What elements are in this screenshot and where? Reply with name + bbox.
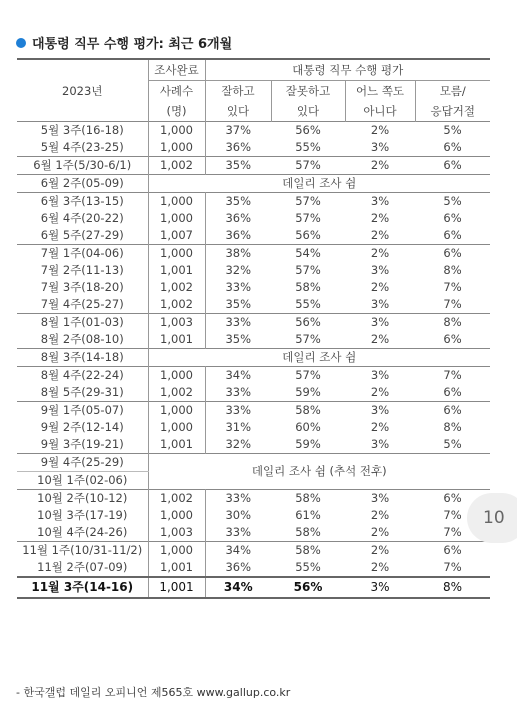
table-row: [17, 436, 490, 454]
dk-cell: 5%: [415, 193, 490, 211]
table-row: [17, 262, 490, 279]
bad-cell: 61%: [295, 508, 321, 522]
table-row: [17, 559, 490, 577]
period-cell: 6월 5주(27-29): [17, 227, 148, 245]
bad-header-2: 있다: [271, 101, 345, 122]
neither-cell: 3%: [345, 490, 415, 508]
period-cell: 7월 2주(11-13): [17, 262, 148, 279]
neither-cell: 2%: [370, 560, 390, 574]
period-cell: 10월 3주(17-19): [17, 507, 148, 524]
table-row: [17, 279, 490, 296]
table-row-latest: [17, 577, 490, 598]
neither-cell: 2%: [370, 525, 390, 539]
dk-cell: 8%: [415, 314, 490, 332]
neither-cell: 2%: [345, 245, 415, 263]
sample-cell: 1,002: [148, 279, 205, 296]
sample-cell: 1,000: [148, 419, 205, 436]
year-header: 2023년: [17, 59, 148, 122]
sample-cell: 1,003: [148, 524, 205, 542]
neither-cell: 3%: [345, 402, 415, 420]
dk-cell: 6%: [443, 332, 462, 346]
section-title: [16, 33, 232, 52]
period-cell: 8월 5주(29-31): [17, 384, 148, 402]
table-row: [17, 524, 490, 542]
sample-cell: 1,000: [148, 367, 205, 385]
good-header-2: 있다: [205, 101, 271, 122]
dk-header-2: 응답거절: [430, 104, 475, 118]
table-row: [17, 175, 490, 193]
neither-cell: 2%: [370, 332, 390, 346]
good-cell: 38%: [205, 245, 271, 263]
table-row: [17, 419, 490, 436]
dk-header-1: 모름/: [439, 84, 466, 98]
dk-cell: 8%: [443, 420, 462, 434]
dk-cell: 6%: [443, 140, 462, 154]
bad-cell: 56%: [295, 228, 321, 242]
bullet-dot-icon: [16, 38, 26, 48]
table-row: [17, 193, 490, 211]
bad-cell: 57%: [295, 211, 321, 225]
good-cell: 35%: [205, 157, 271, 175]
table-row: [17, 314, 490, 332]
neither-cell: 3%: [345, 314, 415, 332]
sample-cell: 1,000: [148, 193, 205, 211]
sample-cell: 1,002: [148, 296, 205, 314]
bad-cell: 57%: [295, 263, 321, 277]
good-cell: 35%: [205, 193, 271, 211]
bad-cell: 57%: [271, 157, 345, 175]
sample-header-top: 조사완료: [148, 59, 205, 81]
table-row: [17, 454, 490, 472]
table-row: [17, 296, 490, 314]
period-cell: 7월 4주(25-27): [17, 296, 148, 314]
sample-cell: 1,000: [148, 402, 205, 420]
bad-cell: 56%: [271, 577, 345, 598]
period-cell: 10월 1주(02-06): [17, 472, 148, 490]
sample-cell: 1,002: [148, 384, 205, 402]
good-cell: 36%: [225, 560, 252, 574]
period-cell: 8월 3주(14-18): [17, 349, 148, 367]
table-row: [17, 331, 490, 349]
neither-cell: 3%: [370, 140, 390, 154]
sample-header-bot: (명): [148, 101, 205, 122]
period-cell: 10월 4주(24-26): [17, 524, 148, 542]
table-row: [17, 384, 490, 402]
period-cell: 6월 4주(20-22): [17, 210, 148, 227]
good-cell: 33%: [205, 490, 271, 508]
good-cell: 32%: [225, 263, 252, 277]
sample-header-mid: 사례수: [148, 81, 205, 102]
bad-cell: 55%: [295, 140, 321, 154]
sample-cell: 1,007: [148, 227, 205, 245]
no-survey-note: 데일리 조사 쉼: [148, 175, 490, 193]
good-cell: 33%: [225, 525, 252, 539]
table-row: [17, 490, 490, 508]
page-number-button[interactable]: 10: [467, 493, 517, 543]
sample-cell: 1,000: [148, 542, 205, 560]
good-cell: 31%: [225, 420, 252, 434]
bad-cell: 56%: [271, 122, 345, 140]
bad-cell: 57%: [271, 193, 345, 211]
sample-cell: 1,002: [148, 157, 205, 175]
dk-cell: 5%: [443, 437, 462, 451]
dk-cell: 7%: [443, 297, 462, 311]
sample-cell: 1,000: [148, 139, 205, 157]
good-cell: 36%: [225, 211, 252, 225]
good-cell: 34%: [205, 367, 271, 385]
period-cell: 6월 1주(5/30-6/1): [17, 157, 148, 175]
good-cell: 33%: [205, 314, 271, 332]
dk-cell: 6%: [443, 385, 462, 399]
table-row: [17, 542, 490, 560]
table-row: [17, 402, 490, 420]
dk-cell: 7%: [443, 560, 462, 574]
period-cell: 8월 4주(22-24): [17, 367, 148, 385]
dk-cell: 5%: [415, 122, 490, 140]
bad-header-1: 잘못하고: [271, 81, 345, 102]
table-row: [17, 157, 490, 175]
source-footnote: - 한국갤럽 데일리 오피니언 제565호 www.gallup.co.kr: [16, 686, 291, 699]
sample-cell: 1,001: [148, 436, 205, 454]
table-row: [17, 367, 490, 385]
dk-cell: 6%: [415, 490, 490, 508]
dk-cell: 7%: [443, 508, 462, 522]
dk-cell: 6%: [443, 228, 462, 242]
good-cell: 37%: [205, 122, 271, 140]
good-cell: 33%: [225, 280, 252, 294]
period-cell: 11월 2주(07-09): [17, 559, 148, 577]
neither-cell: 2%: [370, 385, 390, 399]
dk-cell: 6%: [415, 157, 490, 175]
dk-cell: 6%: [415, 402, 490, 420]
period-cell: 9월 4주(25-29): [17, 454, 148, 472]
bad-cell: 55%: [295, 297, 321, 311]
good-cell: 33%: [225, 385, 252, 399]
good-cell: 32%: [225, 437, 252, 451]
dk-cell: 7%: [415, 367, 490, 385]
good-cell: 34%: [205, 577, 271, 598]
sample-cell: 1,000: [148, 210, 205, 227]
neither-cell: 3%: [345, 577, 415, 598]
bad-cell: 58%: [295, 525, 321, 539]
neither-cell: 3%: [370, 437, 390, 451]
approval-table: [17, 58, 490, 599]
period-cell: 11월 3주(14-16): [17, 577, 148, 598]
bad-cell: 58%: [271, 402, 345, 420]
neither-cell: 2%: [345, 542, 415, 560]
table-row: [17, 245, 490, 263]
dk-cell: 7%: [443, 280, 462, 294]
bad-cell: 57%: [271, 367, 345, 385]
dk-cell: 7%: [443, 525, 462, 539]
bad-cell: 58%: [295, 280, 321, 294]
neither-cell: 2%: [370, 280, 390, 294]
sample-cell: 1,001: [148, 559, 205, 577]
sample-cell: 1,002: [148, 490, 205, 508]
table-row: [17, 507, 490, 524]
table-row: [17, 349, 490, 367]
period-cell: 9월 2주(12-14): [17, 419, 148, 436]
good-cell: 33%: [205, 402, 271, 420]
bad-cell: 58%: [271, 490, 345, 508]
neither-cell: 2%: [370, 211, 390, 225]
bad-cell: 59%: [295, 385, 321, 399]
dk-cell: 8%: [415, 577, 490, 598]
period-cell: 11월 1주(10/31-11/2): [17, 542, 148, 560]
bad-cell: 58%: [271, 542, 345, 560]
table-row: [17, 210, 490, 227]
good-cell: 36%: [225, 228, 252, 242]
no-survey-note: 데일리 조사 쉼 (추석 전후): [148, 454, 490, 490]
table-row: [17, 139, 490, 157]
period-cell: 10월 2주(10-12): [17, 490, 148, 508]
table-row: [17, 122, 490, 140]
period-cell: 9월 1주(05-07): [17, 402, 148, 420]
dk-cell: 6%: [443, 211, 462, 225]
bad-cell: 59%: [295, 437, 321, 451]
sample-cell: 1,001: [148, 262, 205, 279]
dk-cell: 6%: [415, 245, 490, 263]
approval-group-header: 대통령 직무 수행 평가: [205, 59, 490, 81]
section-title-text: 대통령 직무 수행 평가: 최근 6개월: [32, 37, 233, 52]
good-cell: 35%: [225, 332, 252, 346]
period-cell: 7월 3주(18-20): [17, 279, 148, 296]
no-survey-note: 데일리 조사 쉼: [148, 349, 490, 367]
neither-cell: 3%: [370, 297, 390, 311]
sample-cell: 1,000: [148, 122, 205, 140]
period-cell: 8월 2주(08-10): [17, 331, 148, 349]
sample-cell: 1,000: [148, 245, 205, 263]
good-cell: 36%: [225, 140, 252, 154]
neither-header-1: 어느 쪽도: [345, 81, 415, 102]
dk-cell: 6%: [415, 542, 490, 560]
period-cell: 6월 2주(05-09): [17, 175, 148, 193]
period-cell: 9월 3주(19-21): [17, 436, 148, 454]
neither-cell: 3%: [345, 367, 415, 385]
dk-cell: 8%: [443, 263, 462, 277]
table-row: [17, 227, 490, 245]
sample-cell: 1,003: [148, 314, 205, 332]
neither-cell: 2%: [370, 420, 390, 434]
good-cell: 30%: [225, 508, 252, 522]
good-cell: 34%: [205, 542, 271, 560]
bad-cell: 60%: [295, 420, 321, 434]
sample-cell: 1,001: [148, 331, 205, 349]
neither-cell: 2%: [345, 157, 415, 175]
neither-cell: 3%: [345, 193, 415, 211]
period-cell: 5월 3주(16-18): [17, 122, 148, 140]
period-cell: 5월 4주(23-25): [17, 139, 148, 157]
good-header-1: 잘하고: [205, 81, 271, 102]
neither-cell: 3%: [370, 263, 390, 277]
neither-header-2: 아니다: [345, 101, 415, 122]
bad-cell: 56%: [271, 314, 345, 332]
good-cell: 35%: [225, 297, 252, 311]
period-cell: 6월 3주(13-15): [17, 193, 148, 211]
neither-cell: 2%: [370, 228, 390, 242]
period-cell: 7월 1주(04-06): [17, 245, 148, 263]
sample-cell: 1,000: [148, 507, 205, 524]
sample-cell: 1,001: [148, 577, 205, 598]
period-cell: 8월 1주(01-03): [17, 314, 148, 332]
bad-cell: 55%: [295, 560, 321, 574]
neither-cell: 2%: [370, 508, 390, 522]
bad-cell: 54%: [271, 245, 345, 263]
bad-cell: 57%: [295, 332, 321, 346]
neither-cell: 2%: [345, 122, 415, 140]
